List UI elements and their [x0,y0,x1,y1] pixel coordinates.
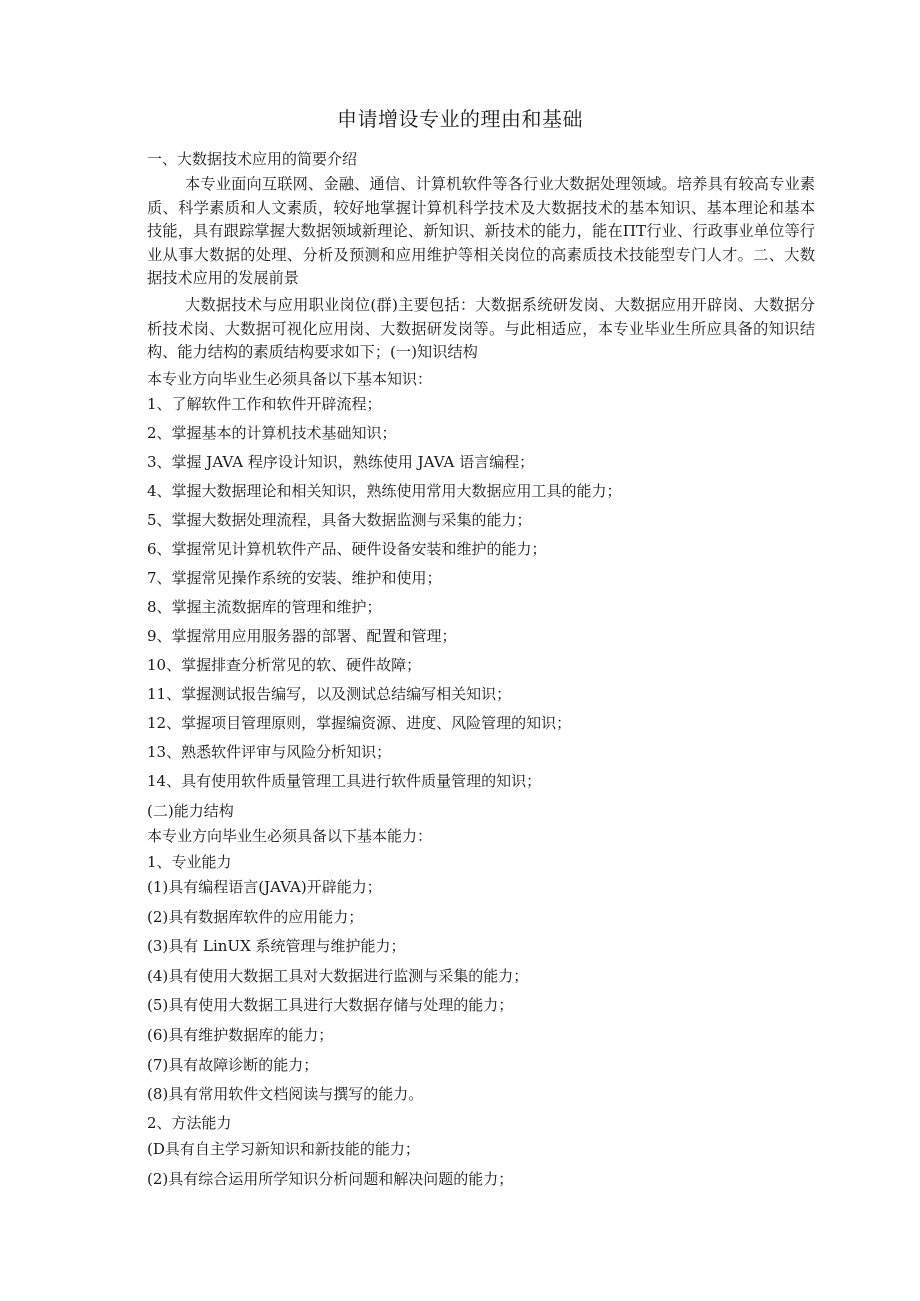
ability-intro: 本专业方向毕业生必须具备以下基本能力： [147,827,433,845]
list-item: 4、掌握大数据理论和相关知识，熟练使用常用大数据应用工具的能力； [147,482,622,500]
list-item: (1)具有编程语言(JAVA)开辟能力； [147,878,382,896]
professional-heading: 1、专业能力 [147,853,232,871]
list-item: 14、具有使用软件质量管理工具进行软件质量管理的知识； [147,772,542,790]
list-item: (4)具有使用大数据工具对大数据进行监测与采集的能力； [147,966,529,985]
list-item: 9、掌握常用应用服务器的部署、配置和管理； [147,627,457,645]
list-item: 6、掌握常见计算机软件产品、硬件设备安装和维护的能力； [147,540,547,558]
ability-heading: (二)能力结构 [147,802,234,820]
list-item: (7)具有故障诊断的能力； [147,1055,319,1074]
list-item: 8、掌握主流数据库的管理和维护； [147,598,382,616]
list-item: (5)具有使用大数据工具进行大数据存储与处理的能力； [147,996,514,1015]
list-item: (3)具有 LinUX 系统管理与维护能力； [147,937,406,956]
list-item: (8)具有常用软件文档阅读与撰写的能力。 [147,1085,424,1104]
list-item: 3、掌握 JAVA 程序设计知识，熟练使用 JAVA 语言编程； [147,453,535,471]
list-item: (2)具有综合运用所学知识分析问题和解决问题的能力； [147,1169,514,1188]
list-item: 13、熟悉软件评审与风险分析知识； [147,743,392,761]
list-item: 2、掌握基本的计算机技术基础知识； [147,424,397,442]
method-ability-list [147,1135,513,1194]
knowledge-list [147,390,622,796]
list-item: (6)具有维护数据库的能力； [147,1025,334,1044]
list-item: 5、掌握大数据处理流程，具备大数据监测与采集的能力； [147,511,532,529]
list-item: 12、掌握项目管理原则，掌握编资源、进度、风险管理的知识； [147,714,572,732]
paragraph-intro: 本专业面向互联网、金融、通信、计算机软件等各行业大数据处理领域。培养具有较高专业素质、科学素质和人文素质，较好地掌握计算机科学技术及大数据技术的基本知识、基本理论和基本技能，具有跟踪掌握大数据领域新理论、新知识、新技术的能力，能在ΠΤ行业、行政事业单位等行业从事大数据的处理、分析及预测和应用维护等相关岗位的高素质技术技能型专门人才。二、大数据技术应用的发展前景 [147,175,815,287]
paragraph-positions: 大数据技术与应用职业岗位(群)主要包括：大数据系统研发岗、大数据应用开辟岗、大数据分析技术岗、大数据可视化应用岗、大数据研发岗等。与此相适应，本专业毕业生所应具备的知识结构、能力结构的素质结构要求如下；(一)知识结构 [147,296,815,361]
list-item: 7、掌握常见操作系统的安装、维护和使用； [147,569,442,587]
list-item: 11、掌握测试报告编写，以及测试总结编写相关知识； [147,685,512,703]
knowledge-intro: 本专业方向毕业生必须具备以下基本知识： [147,370,433,388]
list-item: 10、掌握排查分析常见的软、硬件故障； [147,656,422,674]
method-heading: 2、方法能力 [147,1114,232,1132]
section-heading-intro: 一、大数据技术应用的简要介绍 [147,150,358,168]
list-item: (D具有自主学习新知识和新技能的能力； [147,1140,420,1158]
list-item: 1、了解软件工作和软件开辟流程； [147,395,382,413]
professional-ability-list [147,873,528,1110]
list-item: (2)具有数据库软件的应用能力； [147,907,364,926]
page-title: 申请增设专业的理由和基础 [337,107,583,131]
